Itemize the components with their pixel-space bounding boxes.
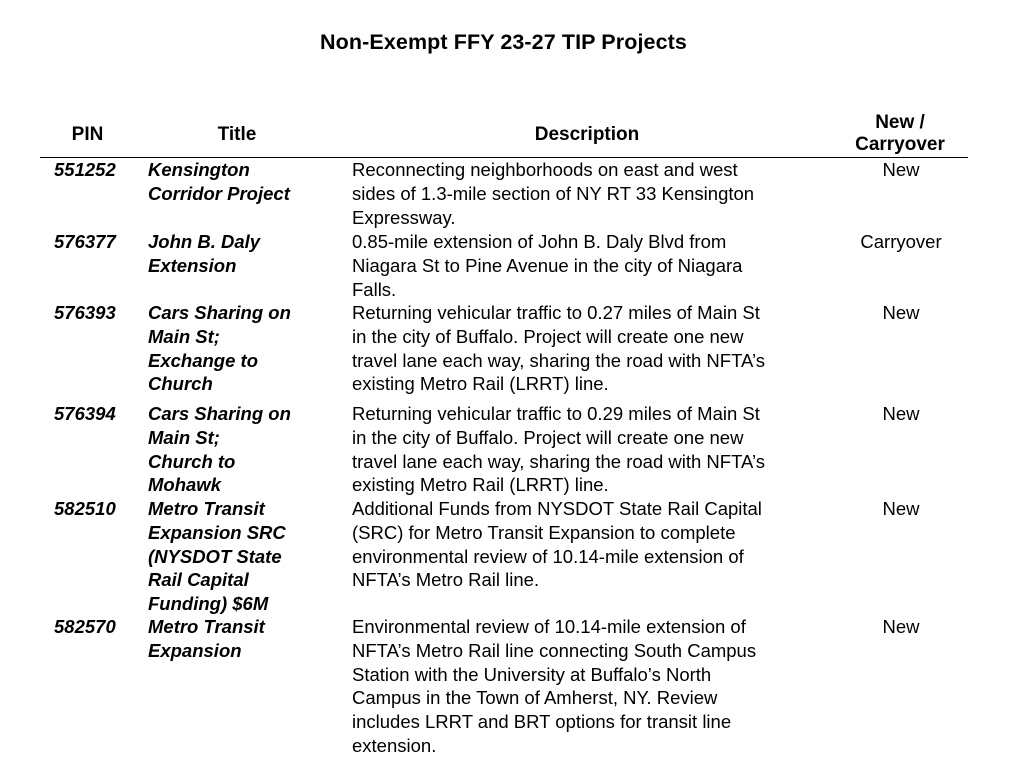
row-title-line: Corridor Project bbox=[148, 182, 290, 204]
row-title-line: Expansion SRC bbox=[148, 521, 286, 543]
row-status: Carryover bbox=[860, 231, 942, 252]
row-description-line: NFTA’s Metro Rail line. bbox=[352, 569, 540, 591]
row-title bbox=[148, 615, 348, 663]
row-description-line: Expressway. bbox=[352, 206, 456, 228]
row-description-line: Additional Funds from NYSDOT State Rail Capital bbox=[352, 498, 762, 519]
row-title-line: Church bbox=[148, 373, 213, 395]
row-status: New bbox=[882, 159, 920, 180]
row-description-line: in the city of Buffalo. Project will create one new bbox=[352, 325, 744, 347]
row-status: New bbox=[882, 498, 920, 519]
row-description-line: environmental review of 10.14-mile extension of bbox=[352, 545, 744, 567]
row-description bbox=[352, 301, 832, 396]
row-description bbox=[352, 402, 832, 497]
row-pin: 551252 bbox=[54, 159, 116, 180]
column-header-description: Description bbox=[534, 124, 640, 145]
row-description-line: Falls. bbox=[352, 278, 397, 300]
row-description-line: Environmental review of 10.14-mile extension of bbox=[352, 616, 746, 637]
row-description-line: Returning vehicular traffic to 0.29 miles of Main St bbox=[352, 403, 760, 424]
row-title-line: Rail Capital bbox=[148, 569, 249, 591]
row-title-line: Church to bbox=[148, 450, 236, 472]
column-header-status bbox=[830, 112, 970, 156]
row-title bbox=[148, 230, 348, 278]
row-title-line: Metro Transit bbox=[148, 616, 265, 637]
row-description-line: includes LRRT and BRT options for transit line bbox=[352, 711, 732, 733]
row-description bbox=[352, 615, 832, 758]
row-pin: 582570 bbox=[54, 616, 116, 637]
row-description-line: 0.85-mile extension of John B. Daly Blvd from bbox=[352, 231, 727, 252]
row-pin: 582510 bbox=[54, 498, 116, 519]
column-header-title: Title bbox=[217, 124, 257, 145]
row-pin: 576393 bbox=[54, 302, 116, 323]
row-description bbox=[352, 230, 832, 301]
row-title-line: Extension bbox=[148, 254, 237, 276]
row-title bbox=[148, 158, 348, 206]
row-pin: 576394 bbox=[54, 403, 116, 424]
row-title bbox=[148, 301, 348, 396]
row-title-line: Metro Transit bbox=[148, 498, 265, 519]
column-header-status-line1: New / bbox=[875, 112, 925, 133]
row-description-line: Reconnecting neighborhoods on east and west bbox=[352, 159, 738, 180]
row-description bbox=[352, 158, 832, 229]
row-pin: 576377 bbox=[54, 231, 116, 252]
row-description-line: sides of 1.3-mile section of NY RT 33 Kensington bbox=[352, 182, 755, 204]
row-description-line: travel lane each way, sharing the road with NFTA’s bbox=[352, 450, 766, 472]
row-title-line: John B. Daly bbox=[148, 231, 261, 252]
row-title-line: Main St; bbox=[148, 426, 220, 448]
column-header-pin: PIN bbox=[71, 124, 104, 145]
row-title bbox=[148, 402, 348, 497]
row-description-line: Returning vehicular traffic to 0.27 miles of Main St bbox=[352, 302, 760, 323]
row-title-line: Main St; bbox=[148, 325, 220, 347]
row-title-line: Funding) $6M bbox=[148, 593, 269, 615]
row-status: New bbox=[882, 403, 920, 424]
row-status: New bbox=[882, 616, 920, 637]
row-description-line: Niagara St to Pine Avenue in the city of Niagara bbox=[352, 254, 743, 276]
row-title-line: Mohawk bbox=[148, 474, 221, 496]
row-title-line: (NYSDOT State bbox=[148, 545, 282, 567]
row-description-line: (SRC) for Metro Transit Expansion to complete bbox=[352, 521, 736, 543]
row-title-line: Kensington bbox=[148, 159, 250, 180]
column-header-status-line2: Carryover bbox=[855, 134, 945, 155]
page-title: Non-Exempt FFY 23-27 TIP Projects bbox=[320, 30, 687, 54]
row-title-line: Expansion bbox=[148, 639, 242, 661]
row-description bbox=[352, 497, 832, 592]
row-title-line: Cars Sharing on bbox=[148, 302, 291, 323]
row-status: New bbox=[882, 302, 920, 323]
row-description-line: extension. bbox=[352, 734, 437, 756]
row-description-line: Station with the University at Buffalo’s North bbox=[352, 663, 712, 685]
row-description-line: Campus in the Town of Amherst, NY. Review bbox=[352, 687, 718, 709]
row-description-line: in the city of Buffalo. Project will create one new bbox=[352, 426, 744, 448]
row-description-line: NFTA’s Metro Rail line connecting South Campus bbox=[352, 639, 757, 661]
row-title-line: Cars Sharing on bbox=[148, 403, 291, 424]
row-description-line: existing Metro Rail (LRRT) line. bbox=[352, 474, 609, 496]
row-title-line: Exchange to bbox=[148, 349, 258, 371]
row-description-line: travel lane each way, sharing the road with NFTA’s bbox=[352, 349, 766, 371]
row-description-line: existing Metro Rail (LRRT) line. bbox=[352, 373, 609, 395]
row-title bbox=[148, 497, 348, 616]
